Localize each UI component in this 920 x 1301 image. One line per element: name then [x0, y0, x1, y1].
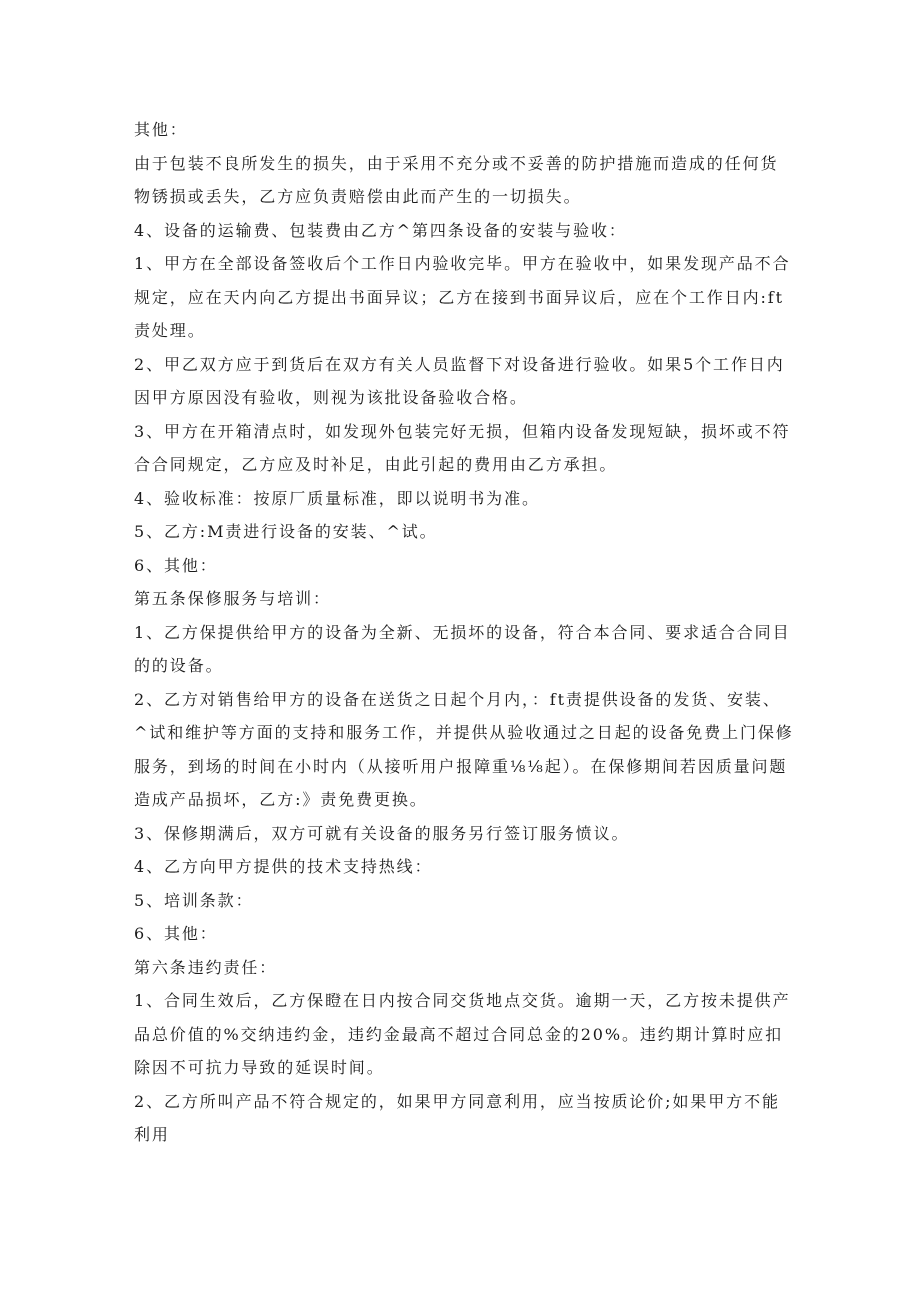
article-5-heading: 第五条保修服务与培训：: [134, 589, 331, 608]
paragraph-acceptance-5: 5、乙方:M责进行设备的安装、^试。: [134, 522, 438, 541]
paragraph-warranty-6: 6、其他：: [134, 924, 218, 943]
paragraph-transport-fees: 4、设备的运输费、包装费由乙方^第四条设备的安装与验收：: [134, 220, 627, 240]
paragraph-breach-1: 1、合同生效后，乙方保瞪在日内按合同交货地点交货。逾期一天，乙方按未提供产品总价值的%交纳违约金，违约金最高不超过合同总金的20%。违约期计算时应扣除因不可抗力导致的延误时间。: [134, 991, 791, 1077]
paragraph-warranty-2: 2、乙方对销售给甲方的设备在送货之日起个月内，：ft责提供设备的发货、安装、^试和维护等方面的支持和服务工作，并提供从验收通过之日起的设备免费上门保修服务，到场的时间在小时内（从接听用户报障重⅛⅛起）。在保修期间若因质量问题造成产品损坏，乙方:》责免费更换。: [134, 689, 794, 809]
paragraph-acceptance-4: 4、验收标准：按原厂质量标准，即以说明书为准。: [134, 488, 540, 508]
paragraph-warranty-3: 3、保修期满后，双方可就有关设备的服务另行签订服务愤议。: [134, 823, 630, 843]
paragraph-warranty-1: 1、乙方保提供给甲方的设备为全新、无损坏的设备，符合本合同、要求适合合同目的的设备。: [134, 622, 791, 675]
paragraph-breach-2: 2、乙方所叫产品不符合规定的，如果甲方同意利用，应当按质论价;如果甲方不能利用: [134, 1091, 780, 1144]
paragraph-acceptance-3: 3、甲方在开箱清点时，如发现外包装完好无损，但箱内设备发现短缺，损坏或不符合合同规定，乙方应及时补足，由此引起的费用由乙方承担。: [134, 421, 791, 474]
paragraph-warranty-5: 5、培训条款：: [134, 890, 254, 910]
paragraph-other-heading: 其他：: [134, 120, 188, 139]
paragraph-acceptance-2: 2、甲乙双方应于到货后在双方有关人员监督下对设备进行验收。如果5个工作日内因甲方原因没有验收，则视为该批设备验收合格。: [134, 354, 785, 407]
paragraph-warranty-4: 4、乙方向甲方提供的技术支持热线：: [134, 857, 433, 876]
article-6-heading: 第六条违约责任：: [134, 957, 278, 977]
document-body: [134, 113, 794, 1152]
paragraph-packaging-loss: 由于包装不良所发生的损失，由于采用不充分或不妥善的防护措施而造成的任何货物锈损或丢失，乙方应负责赔偿由此而产生的一切损失。: [134, 153, 779, 206]
paragraph-acceptance-1: 1、甲方在全部设备签收后个工作日内验收完毕。甲方在验收中，如果发现产品不合规定，应在天内向乙方提出书面异议；乙方在接到书面异议后，应在个工作日内:ft责处理。: [134, 254, 791, 340]
paragraph-acceptance-6: 6、其他：: [134, 555, 218, 575]
